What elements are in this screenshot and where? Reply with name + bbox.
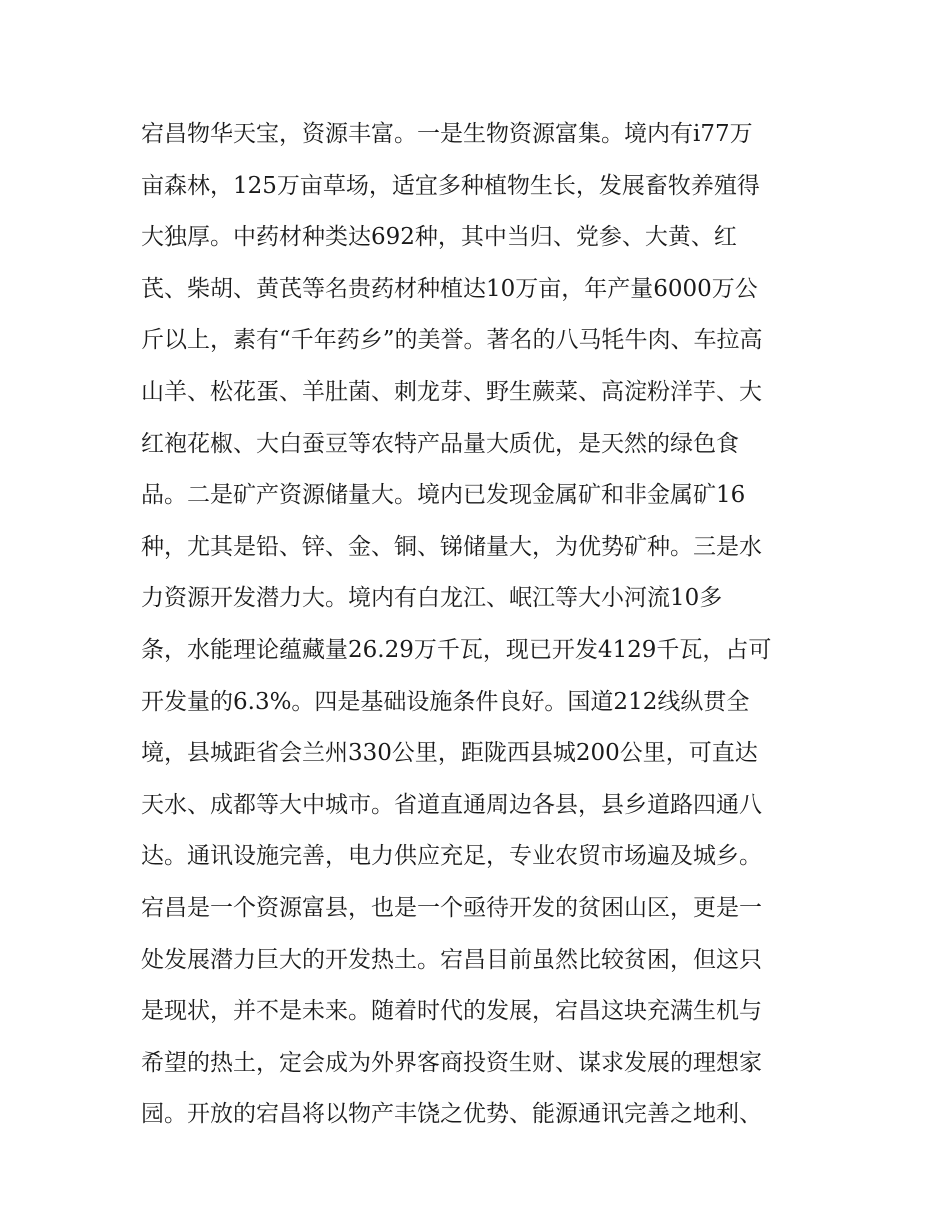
text-line: 境，县城距省会兰州330公里，距陇西县城200公里，可直达 <box>141 740 758 767</box>
text-line: 宕昌物华天宝，资源丰富。一是生物资源富集。境内有i77万 <box>141 121 753 147</box>
text-line: 开发量的6.3%。四是基础设施条件良好。国道212线纵贯全 <box>141 688 750 715</box>
text-line: 园。开放的宕昌将以物产丰饶之优势、能源通讯完善之地利、 <box>141 1101 762 1128</box>
text-line: 山羊、松花蛋、羊肚菌、刺龙芽、野生蕨菜、高淀粉洋芋、大 <box>141 378 762 405</box>
text-line: 红袍花椒、大白蚕豆等农特产品量大质优，是天然的绿色食 <box>141 430 739 457</box>
text-line: 达。通讯设施完善，电力供应充足，专业农贸市场遍及城乡。 <box>141 843 762 870</box>
text-line: 力资源开发潜力大。境内有白龙江、岷江等大小河流10多 <box>141 585 723 612</box>
body-paragraph <box>141 109 821 1141</box>
text-line: 芪、柴胡、黄芪等名贵药材种植达10万亩，年产量6000万公 <box>141 275 758 302</box>
text-line: 处发展潜力巨大的开发热土。宕昌目前虽然比较贫困，但这只 <box>141 946 762 973</box>
text-line: 亩森林，125万亩草场，适宜多种植物生长，发展畜牧养殖得 <box>141 172 760 199</box>
text-line: 天水、成都等大中城市。省道直通周边各县，县乡道路四通八 <box>141 791 762 818</box>
text-line: 斤以上，素有“千年药乡”的美誉。著名的八马牦牛肉、车拉高 <box>141 327 763 354</box>
text-line: 条，水能理论蕴藏量26.29万千瓦，现已开发4129千瓦，占可 <box>141 636 772 663</box>
text-line: 种，尤其是铅、锌、金、铜、锑储量大，为优势矿种。三是水 <box>141 533 762 560</box>
text-line: 大独厚。中药材种类达692种，其中当归、党参、大黄、红 <box>141 224 737 251</box>
text-line: 是现状，并不是未来。随着时代的发展，宕昌这块充满生机与 <box>141 998 762 1025</box>
text-line: 品。二是矿产资源储量大。境内已发现金属矿和非金属矿16 <box>141 482 746 509</box>
text-line: 希望的热土，定会成为外界客商投资生财、谋求发展的理想家 <box>141 1049 762 1076</box>
text-line: 宕昌是一个资源富县，也是一个亟待开发的贫困山区，更是一 <box>141 894 762 921</box>
